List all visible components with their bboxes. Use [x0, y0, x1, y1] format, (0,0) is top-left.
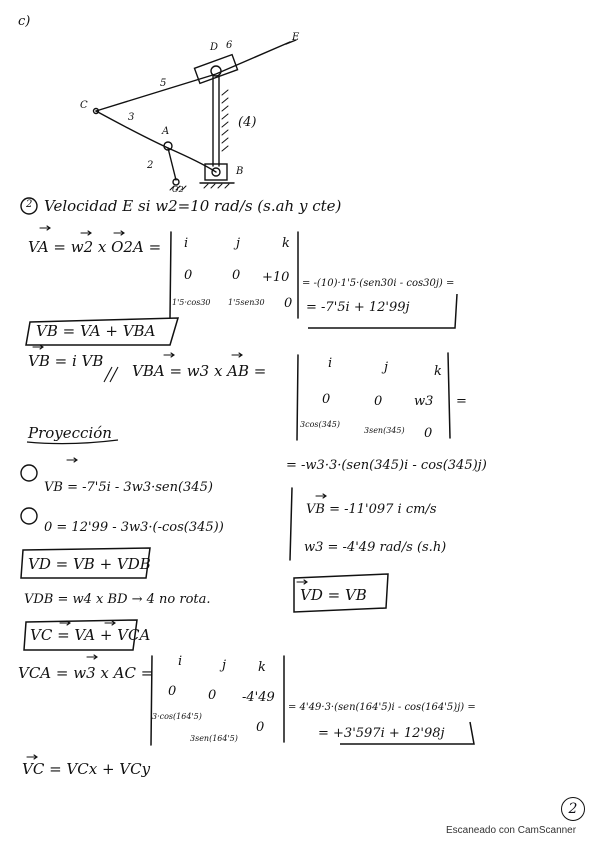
vca-det-r3-c2: 3sen(164'5): [190, 734, 238, 743]
vba-equals: =: [456, 394, 467, 409]
va-result-expanded: = -(10)·1'5·(sen30i - cos30j) =: [302, 278, 455, 289]
vba-det-r3-c1: 3cos(345): [300, 420, 341, 429]
vba-equation: VBA = w3 x AB =: [132, 362, 267, 380]
vba-det-r2-c1: 0: [322, 392, 331, 407]
y-projection-eq: 0 = 12'99 - 3w3·(-cos(345)): [44, 520, 224, 535]
vca-equation: VCA = w3 x AC =: [18, 664, 154, 682]
va-det-r2-c2: 0: [232, 268, 241, 283]
vd-relation-box: VD = VB + VDB: [28, 555, 151, 573]
va-det-r3-c2: 1'5sen30: [228, 298, 265, 307]
page-number: 2: [561, 797, 585, 821]
link-3: [96, 111, 216, 172]
label-4: (4): [238, 115, 257, 130]
va-equation: VA = w2 x O2A =: [28, 238, 162, 256]
header-title: Velocidad E si w2=10 rad/s (s.ah y cte): [44, 197, 342, 215]
vca-result-expanded: = 4'49·3·(sen(164'5)i - cos(164'5)j) =: [288, 702, 476, 713]
label-2: 2: [147, 160, 154, 171]
vba-det-r1-c2: j: [384, 360, 389, 375]
vba-det-r2-c2: 0: [374, 394, 383, 409]
vc-relation-box: VC = VA + VCA: [30, 626, 151, 644]
vb-direction: VB = i VB: [28, 352, 104, 370]
vba-result: = -w3·3·(sen(345)i - cos(345)j): [286, 458, 487, 473]
header-number: 2: [26, 199, 33, 210]
w3-result: w3 = -4'49 rad/s (s.h): [304, 540, 447, 555]
label-3: 3: [128, 112, 135, 123]
vca-det-r2-c2: 0: [208, 688, 217, 703]
vba-det-r2-c3: w3: [414, 394, 434, 409]
vca-det-r1-c2: j: [222, 658, 227, 673]
label-5: 5: [160, 78, 167, 89]
va-det-r2-c1: 0: [184, 268, 193, 283]
vca-det-r3-c1: 3·cos(164'5): [152, 712, 202, 721]
va-det-r3-c3: 0: [284, 296, 293, 311]
ground-hatch: [222, 90, 228, 151]
vba-det-r3-c2: 3sen(345): [364, 426, 405, 435]
vd-equals-vb-box: VD = VB: [300, 586, 367, 604]
link-2: [168, 148, 176, 180]
label-e: E: [292, 32, 300, 43]
vca-det-r1-c1: i: [178, 654, 183, 669]
link-5: [96, 42, 290, 111]
label-o2: O2: [172, 185, 184, 194]
vba-det-r1-c1: i: [328, 356, 333, 371]
vc-components: VC = VCx + VCy: [22, 760, 151, 778]
projection-title: Proyección: [28, 424, 112, 442]
section-label: c): [18, 14, 31, 29]
va-result: = -7'5i + 12'99j: [306, 300, 410, 315]
va-det-r2-c3: +10: [262, 270, 290, 285]
vca-det-r3-c3: 0: [256, 720, 265, 735]
label-c: C: [80, 100, 88, 111]
vca-result: = +3'597i + 12'98j: [318, 726, 445, 741]
vba-det-r3-c3: 0: [424, 426, 433, 441]
vca-det-r2-c1: 0: [168, 684, 177, 699]
vba-det-r1-c3: k: [434, 364, 442, 379]
va-det-r1-c2: j: [236, 236, 241, 251]
label-b: B: [236, 166, 244, 177]
label-d: D: [210, 42, 219, 53]
vca-det-r2-c3: -4'49: [242, 690, 275, 705]
vb-relation-box: VB = VA + VBA: [36, 322, 156, 340]
label-6: 6: [226, 40, 233, 51]
vb-result: VB = -11'097 i cm/s: [306, 502, 437, 517]
va-det-r1-c3: k: [282, 236, 290, 251]
vdb-equation: VDB = w4 x BD → 4 no rota.: [24, 592, 211, 607]
va-det-r3-c1: 1'5·cos30: [172, 298, 211, 307]
x-projection-eq: VB = -7'5i - 3w3·sen(345): [44, 480, 213, 495]
scanner-footer: Escaneado con CamScanner: [446, 825, 577, 836]
va-det-r1-c1: i: [184, 236, 189, 251]
label-a: A: [162, 126, 170, 137]
vca-det-r1-c3: k: [258, 660, 266, 675]
